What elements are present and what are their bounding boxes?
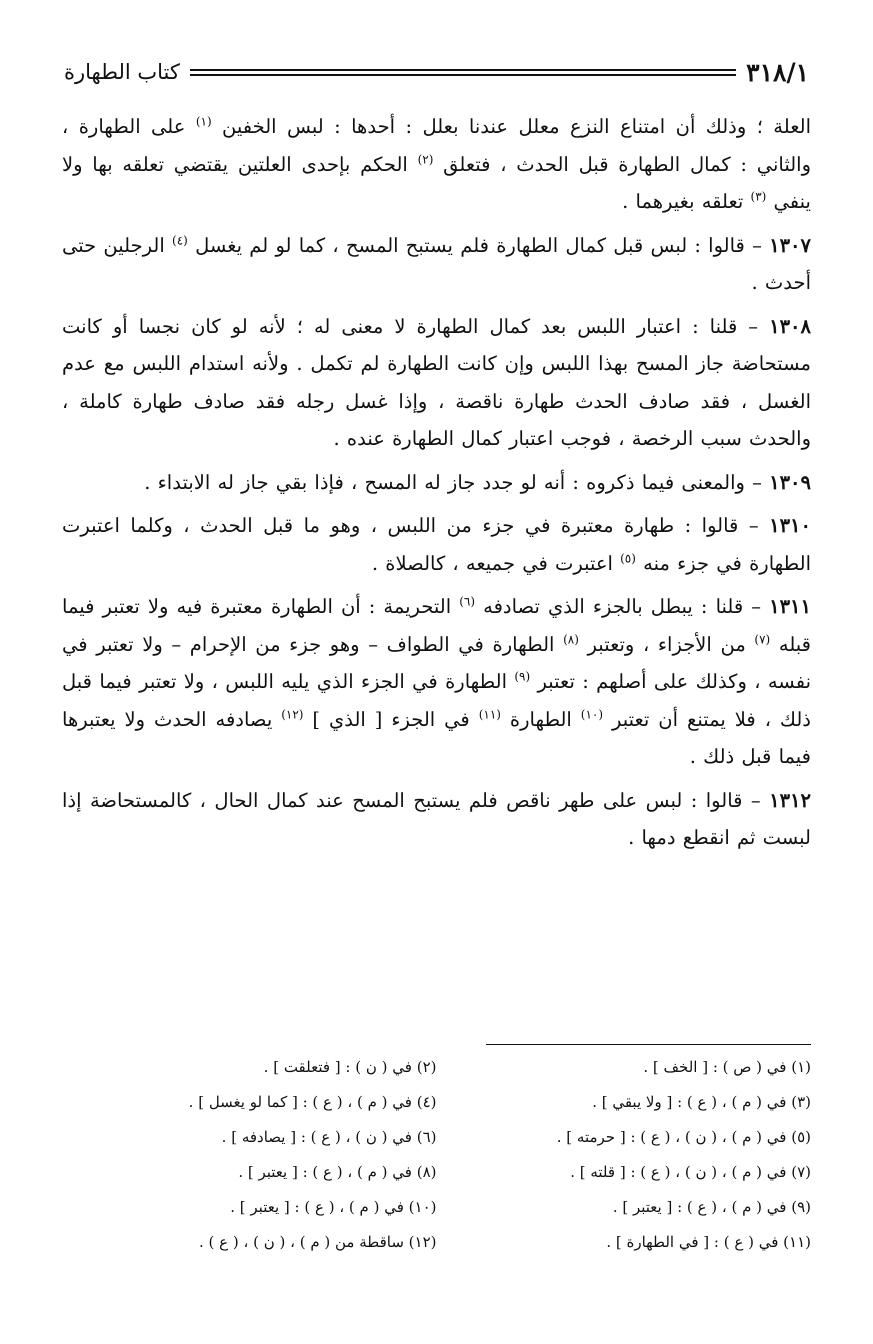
- book-title: كتاب الطهارة: [64, 60, 180, 84]
- footnote-separator: [486, 1044, 811, 1045]
- footnote-ref: (٦): [459, 594, 476, 609]
- paragraph-text: – والمعنى فيما ذكروه : أنه لو جدد جاز له المسح ، فإذا بقي جاز له الابتداء .: [144, 470, 770, 494]
- footnote-ref: (٣): [750, 189, 767, 204]
- paragraph-text: الطهارة: [500, 707, 581, 731]
- paragraph-text: الحكم بإحدى العلتين يقتضي تعلقه بها ولا ينفي: [62, 152, 811, 213]
- main-text: [62, 108, 811, 863]
- paragraph-text: الطهارة في الجزء الذي يليه اللبس ، ولا تعتبر فيما قبل ذلك ، فلا يمتنع أن تعتبر: [62, 670, 811, 731]
- paragraph: [62, 588, 811, 776]
- footnote-ref: (٢): [417, 152, 434, 166]
- paragraph-text: – قلنا : يبطل بالجزء الذي تصادفه: [475, 595, 770, 618]
- paragraph-number: ١٣١٠: [769, 514, 811, 537]
- footnote: (٨) في ( م ) ، ( ع ) : [ يعتبر ] .: [238, 1163, 437, 1181]
- footnote: (٤) في ( م ) ، ( ع ) : [ كما لو يغسل ] .: [188, 1093, 437, 1111]
- paragraph-text: – قالوا : طهارة معتبرة في جزء من اللبس ، وهو ما قبل الحدث ، وكلما اعتبرت الطهارة في جزء منه: [62, 514, 811, 575]
- paragraph: [62, 782, 811, 857]
- footnote-ref: (٧): [754, 632, 771, 646]
- paragraph-number: ١٣٠٨: [769, 314, 811, 338]
- paragraph-text: التحريمة : أن الطهارة معتبرة فيه ولا تعتبر فيما قبله: [62, 595, 811, 656]
- paragraph-text: على الطهارة ، والثاني : كمال الطهارة قبل الحدث ، فتعلق: [62, 115, 811, 176]
- paragraph: [62, 464, 811, 502]
- paragraph-text: الطهارة في الطواف – وهو جزء من الإحرام – ولا تعتبر في نفسه ، وكذلك على أصلهم : تعتبر: [62, 632, 811, 693]
- paragraph-text: اعتبرت في جميعه ، كالصلاة .: [371, 551, 621, 575]
- footnote: (٥) في ( م ) ، ( ن ) ، ( ع ) : [ حرمته ] .: [556, 1128, 811, 1146]
- footnote-ref: (١٠): [580, 707, 604, 721]
- paragraph-number: ١٣٠٧: [769, 233, 811, 257]
- footnote: (٧) في ( م ) ، ( ن ) ، ( ع ) : [ قلته ] .: [570, 1163, 811, 1181]
- paragraph-number: ١٣١١: [769, 595, 811, 618]
- paragraph: [62, 227, 811, 302]
- page-header: [64, 54, 809, 90]
- paragraph-text: العلة ؛ وذلك أن امتناع النزع معلل عندنا بعلل : أحدها : لبس الخفين: [211, 115, 811, 138]
- footnote: (١) في ( ص ) : [ الخف ] .: [643, 1058, 811, 1076]
- footnote-ref: (٩): [514, 669, 531, 684]
- paragraph-text: من الأجزاء ، وتعتبر: [578, 632, 755, 656]
- paragraph-number: ١٣٠٩: [769, 470, 811, 494]
- footnote-ref: (١): [195, 114, 212, 129]
- paragraph: [62, 108, 811, 221]
- footnote-ref: (١١): [478, 707, 501, 721]
- footnote-ref: (٥): [620, 551, 636, 565]
- paragraph-text: يصادفه الحدث ولا يعتبرها فيما قبل ذلك .: [62, 707, 811, 768]
- footnote: (١١) في ( ع ) : [ في الطهارة ] .: [606, 1233, 811, 1251]
- footnote: (٣) في ( م ) ، ( ع ) : [ ولا يبقي ] .: [592, 1093, 811, 1111]
- paragraph: [62, 308, 811, 458]
- header-rule: [190, 69, 736, 76]
- footnote: (٦) في ( ن ) ، ( ع ) : [ يصادفه ] .: [221, 1128, 437, 1146]
- paragraph-text: – قلنا : اعتبار اللبس بعد كمال الطهارة لا معنى له ؛ لأنه لو كان نجسا أو كانت مستحاضة جاز المسح بهذا اللبس وإن كانت الطهارة لم تكمل . ولأنه استدام اللبس مع عدم الغسل ، فقد صادف الحدث طهارة ناقصة ، وإذا غسل رجله فقد صادف طهارة كاملة ، والحدث سبب الرخصة ، فوجب اعتبار كمال الطهارة عنده .: [62, 314, 811, 450]
- footnote-ref: (٤): [172, 233, 188, 247]
- footnote-ref: (١٢): [281, 707, 304, 721]
- paragraph-text: – قالوا : لبس قبل كمال الطهارة فلم يستبح المسح ، كما لو لم يغسل: [187, 233, 770, 257]
- footnotes: [62, 1058, 811, 1268]
- paragraph-text: الرجلين حتى أحدث .: [62, 233, 811, 294]
- footnote: (٩) في ( م ) ، ( ع ) : [ يعتبر ] .: [612, 1198, 811, 1216]
- footnote: (١٠) في ( م ) ، ( ع ) : [ يعتبر ] .: [230, 1198, 437, 1216]
- paragraph-number: ١٣١٢: [769, 788, 811, 812]
- paragraph: [62, 507, 811, 582]
- footnote-ref: (٨): [563, 632, 579, 646]
- paragraph-text: في الجزء [ الذي ]: [303, 707, 479, 731]
- footnote: (١٢) ساقطة من ( م ) ، ( ن ) ، ( ع ) .: [198, 1233, 437, 1251]
- paragraph-text: – قالوا : لبس على طهر ناقص فلم يستبح المسح عند كمال الحال ، كالمستحاضة إذا لبست ثم انقطع دمها .: [62, 788, 811, 849]
- paragraph-text: تعلقه بغيرهما .: [622, 190, 751, 213]
- footnote: (٢) في ( ن ) : [ فتعلقت ] .: [263, 1058, 437, 1076]
- page-number: ٣١٨/١: [746, 57, 809, 87]
